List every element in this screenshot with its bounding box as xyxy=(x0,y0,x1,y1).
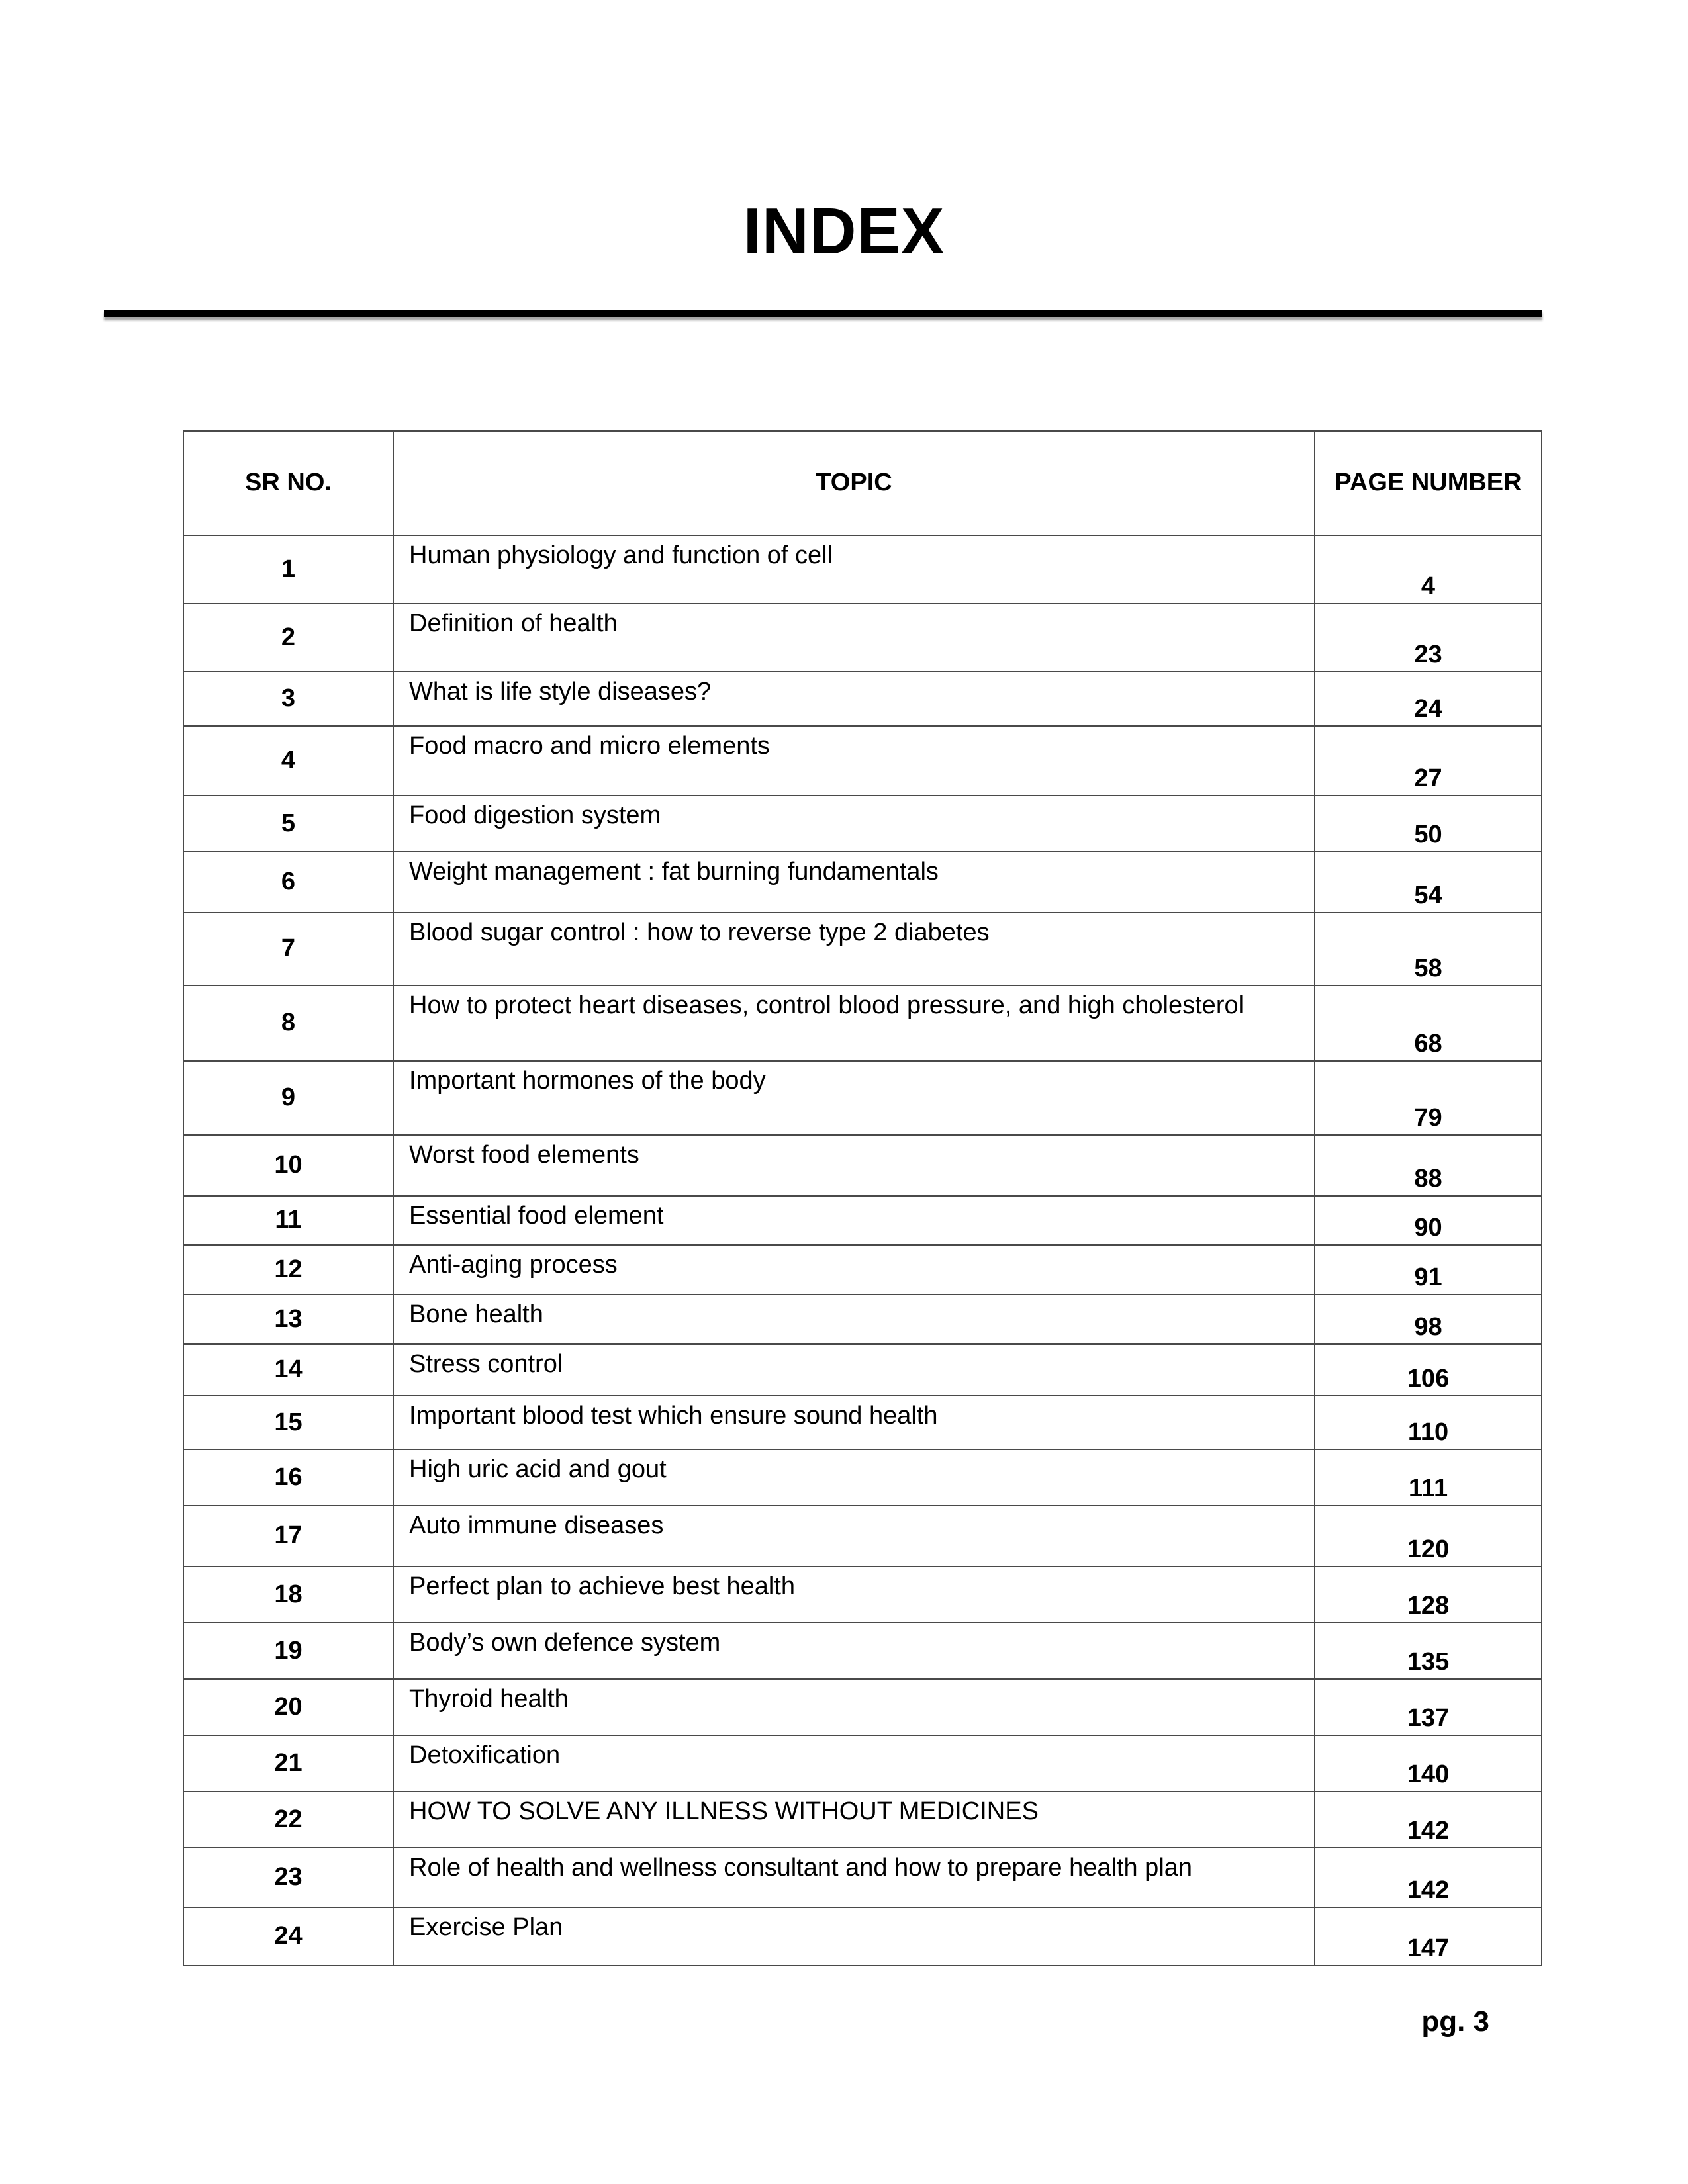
row-sr-no: 7 xyxy=(183,913,393,985)
row-sr-no: 8 xyxy=(183,985,393,1061)
row-page-number: 128 xyxy=(1315,1567,1542,1623)
page-title: INDEX xyxy=(743,195,945,267)
row-topic: High uric acid and gout xyxy=(393,1449,1315,1506)
row-sr-no: 14 xyxy=(183,1344,393,1396)
row-sr-no: 24 xyxy=(183,1907,393,1966)
row-topic: Perfect plan to achieve best health xyxy=(393,1567,1315,1623)
header-topic: TOPIC xyxy=(393,431,1315,535)
table-row xyxy=(183,1848,1542,1907)
row-page-number: 137 xyxy=(1315,1679,1542,1735)
row-sr-no: 3 xyxy=(183,672,393,726)
page-number-footer: pg. 3 xyxy=(1421,2005,1489,2038)
table-row xyxy=(183,1061,1542,1135)
row-page-number: 120 xyxy=(1315,1506,1542,1567)
row-topic: Auto immune diseases xyxy=(393,1506,1315,1567)
row-sr-no: 11 xyxy=(183,1196,393,1245)
row-sr-no: 16 xyxy=(183,1449,393,1506)
row-topic: Important hormones of the body xyxy=(393,1061,1315,1135)
row-topic: Definition of health xyxy=(393,604,1315,672)
row-topic: Worst food elements xyxy=(393,1135,1315,1196)
row-page-number: 135 xyxy=(1315,1623,1542,1679)
row-topic: What is life style diseases? xyxy=(393,672,1315,726)
row-page-number: 110 xyxy=(1315,1396,1542,1449)
row-page-number: 68 xyxy=(1315,985,1542,1061)
table-row xyxy=(183,1792,1542,1848)
row-sr-no: 20 xyxy=(183,1679,393,1735)
table-row xyxy=(183,1344,1542,1396)
row-sr-no: 21 xyxy=(183,1735,393,1792)
table-row xyxy=(183,672,1542,726)
table-row xyxy=(183,913,1542,985)
table-row xyxy=(183,1196,1542,1245)
row-sr-no: 13 xyxy=(183,1295,393,1344)
table-row xyxy=(183,1449,1542,1506)
row-page-number: 98 xyxy=(1315,1295,1542,1344)
row-topic: Blood sugar control : how to reverse type 2 diabetes xyxy=(393,913,1315,985)
title-underline-divider xyxy=(104,310,1542,317)
row-topic: Thyroid health xyxy=(393,1679,1315,1735)
table-row xyxy=(183,604,1542,672)
row-topic: Food digestion system xyxy=(393,796,1315,852)
row-topic: How to protect heart diseases, control blood pressure, and high cholesterol xyxy=(393,985,1315,1061)
table-row xyxy=(183,796,1542,852)
header-page-number: PAGE NUMBER xyxy=(1315,431,1542,535)
row-topic: Anti-aging process xyxy=(393,1245,1315,1295)
row-topic: Detoxification xyxy=(393,1735,1315,1792)
row-page-number: 23 xyxy=(1315,604,1542,672)
row-page-number: 27 xyxy=(1315,726,1542,796)
row-page-number: 24 xyxy=(1315,672,1542,726)
row-sr-no: 22 xyxy=(183,1792,393,1848)
table-row xyxy=(183,1396,1542,1449)
row-page-number: 90 xyxy=(1315,1196,1542,1245)
row-topic: Exercise Plan xyxy=(393,1907,1315,1966)
row-page-number: 111 xyxy=(1315,1449,1542,1506)
row-sr-no: 6 xyxy=(183,852,393,913)
table-row xyxy=(183,1907,1542,1966)
row-sr-no: 12 xyxy=(183,1245,393,1295)
row-sr-no: 4 xyxy=(183,726,393,796)
row-sr-no: 15 xyxy=(183,1396,393,1449)
row-page-number: 54 xyxy=(1315,852,1542,913)
row-sr-no: 5 xyxy=(183,796,393,852)
row-topic: HOW TO SOLVE ANY ILLNESS WITHOUT MEDICINES xyxy=(393,1792,1315,1848)
table-row xyxy=(183,1245,1542,1295)
row-sr-no: 1 xyxy=(183,535,393,604)
row-topic: Role of health and wellness consultant and how to prepare health plan xyxy=(393,1848,1315,1907)
row-sr-no: 17 xyxy=(183,1506,393,1567)
table-row xyxy=(183,726,1542,796)
row-topic: Body’s own defence system xyxy=(393,1623,1315,1679)
table-row xyxy=(183,1295,1542,1344)
row-sr-no: 18 xyxy=(183,1567,393,1623)
row-topic: Important blood test which ensure sound health xyxy=(393,1396,1315,1449)
row-sr-no: 23 xyxy=(183,1848,393,1907)
row-page-number: 142 xyxy=(1315,1848,1542,1907)
row-topic: Stress control xyxy=(393,1344,1315,1396)
row-topic: Essential food element xyxy=(393,1196,1315,1245)
row-topic: Weight management : fat burning fundamentals xyxy=(393,852,1315,913)
row-sr-no: 10 xyxy=(183,1135,393,1196)
row-page-number: 147 xyxy=(1315,1907,1542,1966)
table-row xyxy=(183,1506,1542,1567)
row-page-number: 79 xyxy=(1315,1061,1542,1135)
row-sr-no: 19 xyxy=(183,1623,393,1679)
row-page-number: 4 xyxy=(1315,535,1542,604)
row-topic: Human physiology and function of cell xyxy=(393,535,1315,604)
table-row xyxy=(183,535,1542,604)
table-row xyxy=(183,852,1542,913)
table-row xyxy=(183,1567,1542,1623)
table-header-row xyxy=(183,431,1542,535)
row-page-number: 58 xyxy=(1315,913,1542,985)
table-row xyxy=(183,1135,1542,1196)
row-page-number: 106 xyxy=(1315,1344,1542,1396)
row-page-number: 142 xyxy=(1315,1792,1542,1848)
row-page-number: 91 xyxy=(1315,1245,1542,1295)
table-row xyxy=(183,1735,1542,1792)
index-table xyxy=(183,430,1542,1966)
row-topic: Bone health xyxy=(393,1295,1315,1344)
row-topic: Food macro and micro elements xyxy=(393,726,1315,796)
row-page-number: 88 xyxy=(1315,1135,1542,1196)
table-row xyxy=(183,1679,1542,1735)
table-row xyxy=(183,1623,1542,1679)
table-row xyxy=(183,985,1542,1061)
table-body xyxy=(183,535,1542,1966)
header-sr-no: SR NO. xyxy=(183,431,393,535)
row-page-number: 140 xyxy=(1315,1735,1542,1792)
row-page-number: 50 xyxy=(1315,796,1542,852)
row-sr-no: 9 xyxy=(183,1061,393,1135)
row-sr-no: 2 xyxy=(183,604,393,672)
